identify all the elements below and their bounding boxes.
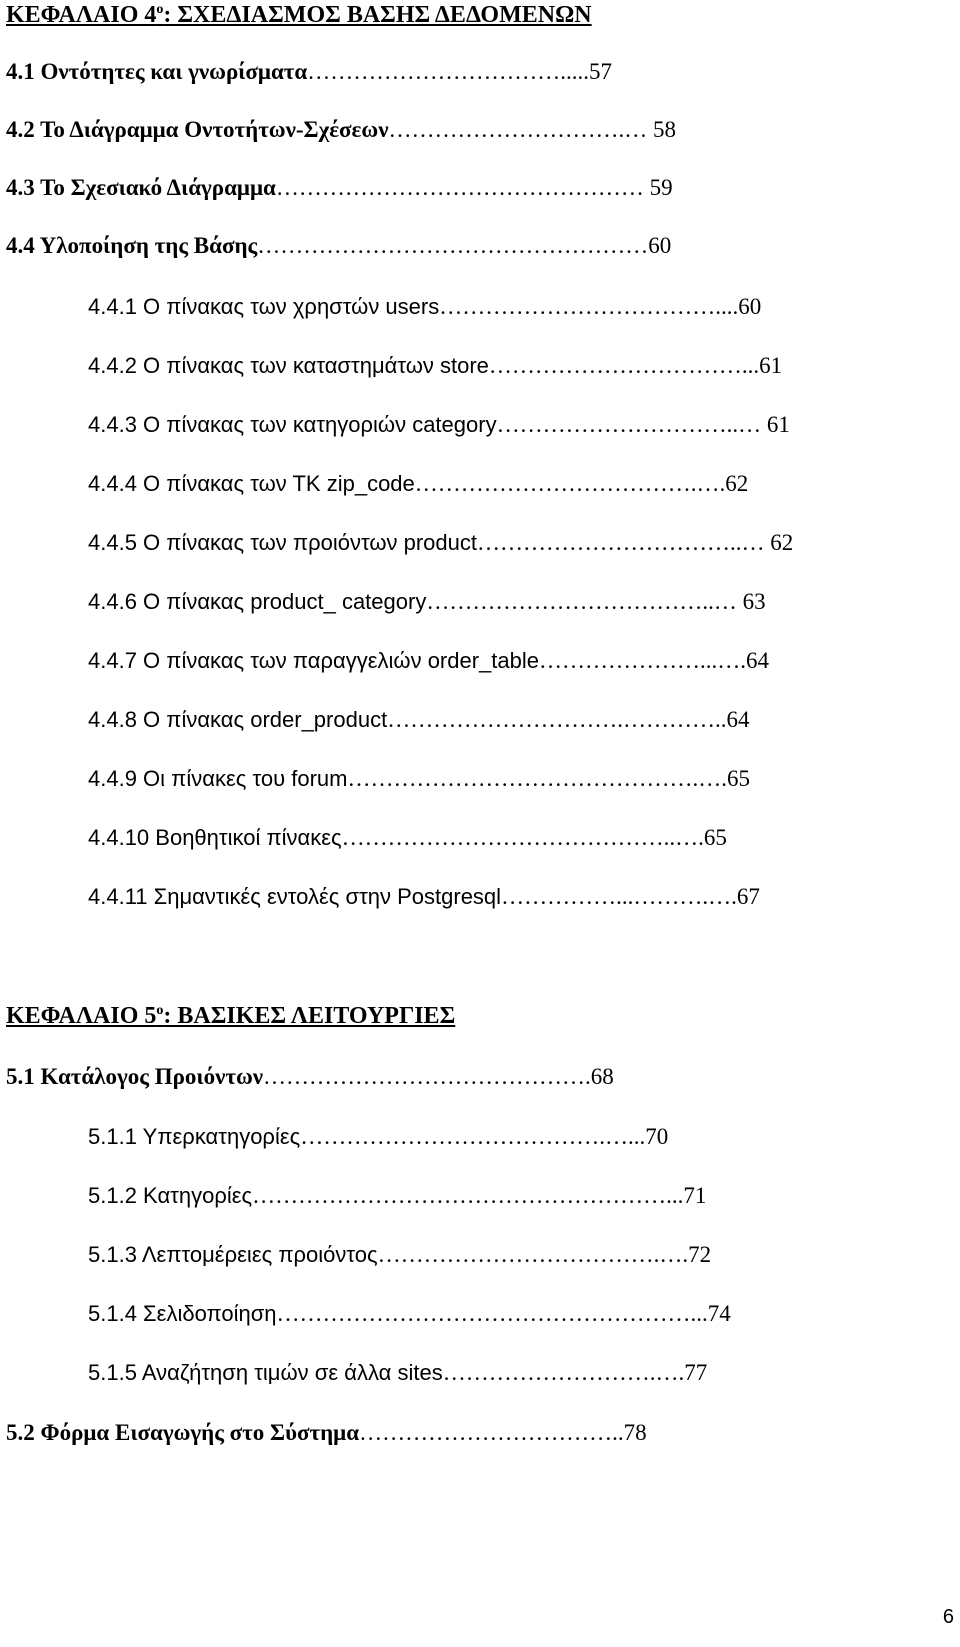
toc-title: 4.2 Το Διάγραμμα Οντοτήτων-Σχέσεων <box>6 117 389 142</box>
toc-leader: ………………………………..… <box>426 589 737 614</box>
toc-entry-4-4-4[interactable] <box>88 470 748 498</box>
chapter-4-heading <box>6 2 592 29</box>
toc-entry-4-4[interactable] <box>6 232 671 260</box>
toc-title: 5.2 Φόρμα Εισαγωγής στο Σύστημα <box>6 1420 360 1445</box>
toc-entry-4-4-8[interactable] <box>88 706 749 734</box>
toc-page: ...57 <box>571 59 612 84</box>
toc-title: 4.4.11 Σημαντικές εντολές στην Postgresql <box>88 884 502 909</box>
chapter-5-superscript: ο <box>156 1003 164 1018</box>
toc-page: ...70 <box>628 1124 669 1149</box>
toc-entry-4-4-9[interactable] <box>88 765 750 793</box>
toc-page: … 58 <box>624 117 676 142</box>
toc-leader: …………………………… <box>488 353 742 378</box>
toc-title: 4.4.8 Ο πίνακας order_product <box>88 707 388 732</box>
toc-page: ....60 <box>715 294 762 319</box>
toc-title: 4.1 Οντότητες και γνωρίσματα <box>6 59 308 84</box>
toc-title: 4.4 Υλοποίηση της Βάσης <box>6 233 258 258</box>
toc-entry-5-1-2[interactable] <box>88 1182 706 1210</box>
toc-leader: ………………………….………… <box>387 707 715 732</box>
chapter-4-superscript: ο <box>156 2 164 17</box>
toc-page: .62 <box>719 471 749 496</box>
toc-page: 63 <box>736 589 766 614</box>
toc-title: 5.1.5 Αναζήτηση τιμών σε άλλα sites <box>88 1360 443 1385</box>
toc-entry-4-4-11[interactable] <box>88 883 760 911</box>
toc-leader: ……………………………….… <box>414 471 720 496</box>
chapter-4-heading-title: : ΣΧΕΔΙΑΣΜΟΣ ΒΑΣΗΣ ΔΕΔΟΜΕΝΩΝ <box>163 2 592 28</box>
toc-page: … 62 <box>741 530 794 555</box>
toc-leader: …………………………….. <box>359 1420 624 1445</box>
toc-page: .67 <box>731 884 760 909</box>
toc-title: 4.3 Το Σχεσιακό Διάγραμμα <box>6 175 276 200</box>
toc-leader: ………………………………………… <box>275 175 644 200</box>
toc-leader: …………………………….. <box>307 59 572 84</box>
toc-entry-5-1-4[interactable] <box>88 1300 731 1328</box>
toc-page: .77 <box>678 1360 708 1385</box>
chapter-5-heading-title: : ΒΑΣΙΚΕΣ ΛΕΙΤΟΥΡΓΙΕΣ <box>163 1003 456 1029</box>
toc-title: 4.4.4 Ο πίνακας των ΤΚ zip_code <box>88 471 415 496</box>
toc-title: 5.1 Κατάλογος Προιόντων <box>6 1064 264 1089</box>
toc-title: 4.4.9 Οι πίνακες του forum <box>88 766 348 791</box>
toc-entry-5-2[interactable] <box>6 1419 647 1447</box>
toc-leader: ………………………….. <box>496 412 739 437</box>
toc-leader: ……………………………………….… <box>347 766 722 791</box>
toc-leader: ……………………….… <box>442 1360 679 1385</box>
toc-title: 5.1.2 Κατηγορίες <box>88 1183 253 1208</box>
toc-page: 60 <box>648 233 672 258</box>
toc-title: 4.4.1 Ο πίνακας των χρηστών users <box>88 294 440 319</box>
toc-page: .64 <box>740 648 769 673</box>
toc-leader: ……………………………………..… <box>341 825 699 850</box>
toc-leader: …………………………….. <box>477 530 742 555</box>
toc-leader: ……………………………………. <box>263 1064 591 1089</box>
toc-entry-5-1-3[interactable] <box>88 1241 711 1269</box>
toc-page: ...71 <box>666 1183 707 1208</box>
toc-leader: …………………………. <box>388 117 625 142</box>
toc-entry-4-1[interactable] <box>6 58 612 86</box>
toc-title: 4.4.10 Βοηθητικοί πίνακες <box>88 825 342 850</box>
toc-leader: …………………………………………… <box>257 233 649 258</box>
chapter-4-heading-text: ΚΕΦΑΛΑΙΟ 4 <box>6 2 157 28</box>
toc-entry-4-3[interactable] <box>6 174 673 202</box>
chapter-5-heading-text: ΚΕΦΑΛΑΙΟ 5 <box>6 1003 157 1029</box>
toc-entry-4-4-6[interactable] <box>88 588 766 616</box>
toc-leader: ………………………………….… <box>300 1124 628 1149</box>
toc-leader: ……………...……….… <box>501 884 732 909</box>
toc-page: ..64 <box>714 707 750 732</box>
toc-leader: …………………...… <box>539 648 741 673</box>
toc-entry-4-4-2[interactable] <box>88 352 782 380</box>
toc-entry-4-4-5[interactable] <box>88 529 793 557</box>
toc-page: 68 <box>590 1064 614 1089</box>
toc-title: 4.4.3 Ο πίνακας των κατηγοριών category <box>88 412 497 437</box>
toc-leader: ……………………………………………… <box>276 1301 691 1326</box>
toc-page: .65 <box>698 825 727 850</box>
toc-page: .72 <box>682 1242 712 1267</box>
toc-title: 5.1.4 Σελιδοποίηση <box>88 1301 277 1326</box>
toc-page: 59 <box>643 175 673 200</box>
toc-leader: ……………………………….… <box>377 1242 683 1267</box>
toc-title: 5.1.1 Υπερκατηγορίες <box>88 1124 301 1149</box>
toc-leader: ……………………………………………… <box>252 1183 667 1208</box>
toc-title: 5.1.3 Λεπτομέρειες προιόντος <box>88 1242 378 1267</box>
toc-title: 4.4.7 Ο πίνακας των παραγγελιών order_table <box>88 648 539 673</box>
page-number: 6 <box>942 1606 954 1628</box>
toc-entry-5-1[interactable] <box>6 1063 614 1091</box>
toc-page: … 61 <box>738 412 790 437</box>
toc-page: .65 <box>721 766 750 791</box>
toc-leader: ……………………………… <box>439 294 716 319</box>
toc-entry-4-4-10[interactable] <box>88 824 727 852</box>
toc-entry-4-4-3[interactable] <box>88 411 790 439</box>
toc-entry-5-1-5[interactable] <box>88 1359 707 1387</box>
toc-page: 78 <box>623 1420 647 1445</box>
toc-page: ...61 <box>741 353 783 378</box>
toc-page: ...74 <box>690 1301 731 1326</box>
toc-entry-4-4-7[interactable] <box>88 647 769 675</box>
toc-entry-5-1-1[interactable] <box>88 1123 668 1151</box>
chapter-5-heading <box>6 1003 455 1030</box>
toc-title: 4.4.5 Ο πίνακας των προιόντων product <box>88 530 477 555</box>
toc-entry-4-2[interactable] <box>6 116 676 144</box>
toc-title: 4.4.6 Ο πίνακας product_ category <box>88 589 427 614</box>
toc-entry-4-4-1[interactable] <box>88 293 761 321</box>
toc-title: 4.4.2 Ο πίνακας των καταστημάτων store <box>88 353 489 378</box>
